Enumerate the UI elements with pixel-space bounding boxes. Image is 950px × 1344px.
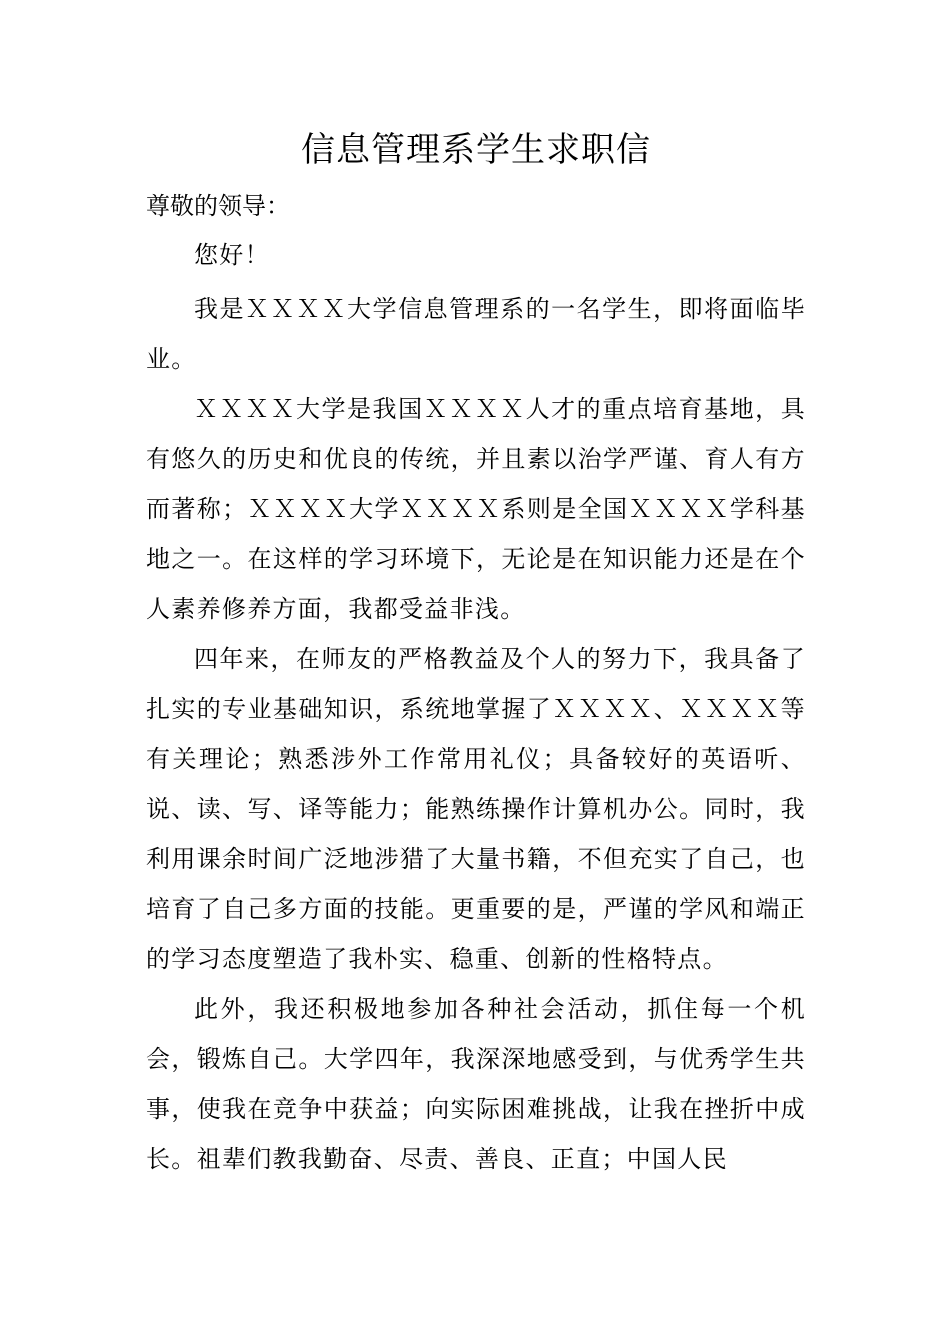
letter-body [146,122,806,1184]
greeting: 您好！ [194,241,270,269]
salutation: 尊敬的领导： [146,192,290,220]
paragraph-skills: 四年来，在师友的严格教益及个人的努力下，我具备了扎实的专业基础知识，系统地掌握了ＸＸＸＸ、ＸＸＸＸ等有关理论；熟悉涉外工作常用礼仪；具备较好的英语听、说、读、写、译等能力；能熟练操作计算机办公。同时，我利用课余时间广泛地涉猎了大量书籍，不但充实了自己，也培育了自己多方面的技能。更重要的是，严谨的学风和端正的学习态度塑造了我朴实、稳重、创新的性格特点。 [146,645,806,973]
paragraph-activities: 此外，我还积极地参加各种社会活动，抓住每一个机会，锻炼自己。大学四年，我深深地感受到，与优秀学生共事，使我在竞争中获益；向实际困难挑战，让我在挫折中成长。祖辈们教我勤奋、尽责、善良、正直；中国人民 [146,995,806,1173]
paragraph-university: ＸＸＸＸ大学是我国ＸＸＸＸ人才的重点培育基地，具有悠久的历史和优良的传统，并且素以治学严谨、育人有方而著称；ＸＸＸＸ大学ＸＸＸＸ系则是全国ＸＸＸＸ学科基地之一。在这样的学习环境下，无论是在知识能力还是在个人素养修养方面，我都受益非浅。 [146,395,806,623]
page-title: 信息管理系学生求职信 [301,130,651,170]
paragraph-introduction: 我是ＸＸＸＸ大学信息管理系的一名学生，即将面临毕业。 [146,295,806,373]
